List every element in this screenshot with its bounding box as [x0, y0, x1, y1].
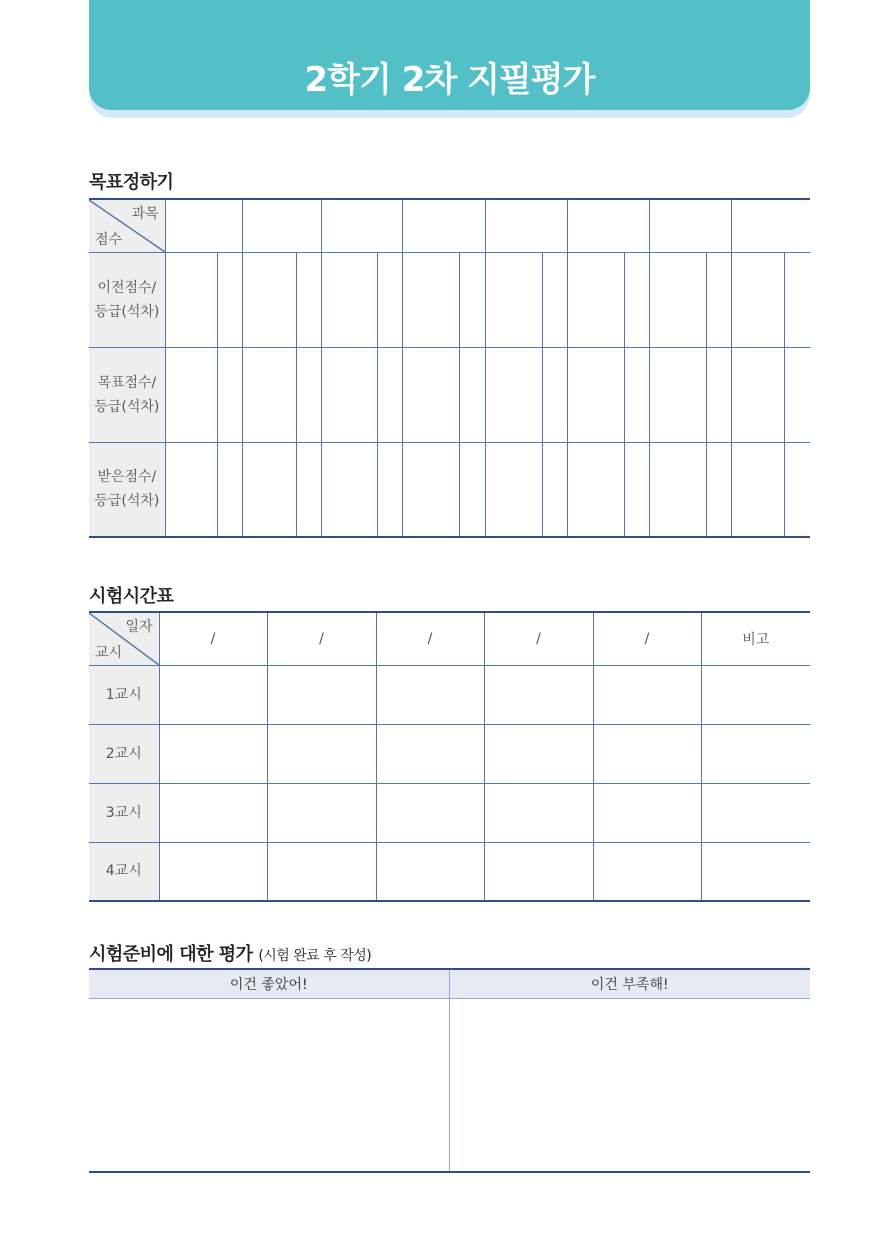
grade-cell[interactable]: [297, 252, 322, 347]
grade-cell[interactable]: [785, 347, 810, 442]
score-cell[interactable]: [567, 252, 624, 347]
score-cell[interactable]: [242, 347, 296, 442]
score-cell[interactable]: [322, 442, 378, 537]
schedule-cell[interactable]: [484, 842, 593, 901]
corner-label-score: 점수: [95, 231, 123, 248]
schedule-cell[interactable]: [376, 842, 484, 901]
date-header-cell[interactable]: /: [376, 612, 484, 665]
score-cell[interactable]: [322, 252, 378, 347]
score-cell[interactable]: [567, 442, 624, 537]
page-title: 2학기 2차 지필평가: [304, 60, 595, 100]
grade-cell[interactable]: [378, 252, 403, 347]
goal-row-received: [89, 442, 810, 537]
grade-cell[interactable]: [542, 252, 567, 347]
schedule-cell[interactable]: [376, 724, 484, 783]
grade-cell[interactable]: [378, 347, 403, 442]
score-cell[interactable]: [322, 347, 378, 442]
goal-table: [89, 198, 810, 538]
grade-cell[interactable]: [460, 347, 485, 442]
remarks-cell[interactable]: [701, 665, 810, 724]
grade-cell[interactable]: [217, 347, 242, 442]
lacking-notes-area[interactable]: [449, 999, 810, 1173]
score-cell[interactable]: [165, 252, 217, 347]
good-header: 이건 좋았어!: [89, 969, 449, 999]
score-cell[interactable]: [485, 442, 542, 537]
grade-cell[interactable]: [217, 252, 242, 347]
date-header-cell[interactable]: /: [159, 612, 267, 665]
subject-cell[interactable]: [649, 199, 731, 252]
schedule-cell[interactable]: [593, 842, 701, 901]
schedule-corner-cell: [89, 612, 159, 665]
row-label-line: 이전점수/: [97, 279, 157, 296]
grade-cell[interactable]: [707, 252, 732, 347]
good-notes-area[interactable]: [89, 999, 449, 1173]
schedule-cell[interactable]: [484, 783, 593, 842]
schedule-cell[interactable]: [159, 842, 267, 901]
grade-cell[interactable]: [542, 442, 567, 537]
grade-cell[interactable]: [297, 347, 322, 442]
subject-cell[interactable]: [242, 199, 321, 252]
schedule-cell[interactable]: [267, 783, 376, 842]
score-cell[interactable]: [732, 442, 785, 537]
schedule-cell[interactable]: [376, 783, 484, 842]
grade-cell[interactable]: [624, 347, 649, 442]
goal-corner-cell: [89, 199, 165, 252]
date-header-cell[interactable]: /: [593, 612, 701, 665]
schedule-cell[interactable]: [267, 842, 376, 901]
corner-label-subject: 과목: [131, 206, 159, 222]
schedule-cell[interactable]: [484, 665, 593, 724]
corner-label-period: 교시: [95, 644, 123, 661]
period-label: 2교시: [89, 724, 159, 783]
date-header-cell[interactable]: /: [484, 612, 593, 665]
grade-cell[interactable]: [460, 252, 485, 347]
row-label-received: [89, 442, 165, 537]
grade-cell[interactable]: [785, 252, 810, 347]
period-row-2: [89, 724, 810, 783]
evaluation-title-text: 시험준비에 대한 평가: [89, 944, 253, 965]
row-label-target: [89, 347, 165, 442]
grade-cell[interactable]: [707, 347, 732, 442]
schedule-cell[interactable]: [376, 665, 484, 724]
grade-cell[interactable]: [378, 442, 403, 537]
schedule-cell[interactable]: [267, 665, 376, 724]
schedule-table: [89, 611, 810, 902]
schedule-cell[interactable]: [267, 724, 376, 783]
grade-cell[interactable]: [460, 442, 485, 537]
score-cell[interactable]: [403, 252, 460, 347]
remarks-header-cell: 비고: [701, 612, 810, 665]
grade-cell[interactable]: [624, 252, 649, 347]
score-cell[interactable]: [732, 252, 785, 347]
remarks-cell[interactable]: [701, 783, 810, 842]
score-cell[interactable]: [242, 252, 296, 347]
row-label-line: 등급(석차): [94, 303, 160, 320]
row-label-previous: [89, 252, 165, 347]
subject-cell[interactable]: [165, 199, 242, 252]
period-label: 4교시: [89, 842, 159, 901]
corner-label-date: 일자: [125, 619, 153, 635]
goal-section-title: 목표정하기: [89, 172, 174, 193]
lacking-header: 이건 부족해!: [449, 969, 810, 999]
score-cell[interactable]: [649, 442, 706, 537]
evaluation-title-note: (시험 완료 후 작성): [258, 948, 372, 964]
score-cell[interactable]: [649, 347, 706, 442]
score-cell[interactable]: [403, 347, 460, 442]
schedule-section-title: 시험시간표: [89, 586, 174, 607]
subject-cell[interactable]: [567, 199, 649, 252]
goal-header-row: [89, 199, 810, 252]
grade-cell[interactable]: [624, 442, 649, 537]
row-label-line: 목표점수/: [97, 374, 157, 391]
score-cell[interactable]: [165, 347, 217, 442]
period-label: 1교시: [89, 665, 159, 724]
grade-cell[interactable]: [217, 442, 242, 537]
evaluation-section-title: [89, 940, 371, 966]
score-cell[interactable]: [567, 347, 624, 442]
schedule-cell[interactable]: [593, 665, 701, 724]
grade-cell[interactable]: [542, 347, 567, 442]
row-label-line: 등급(석차): [94, 398, 160, 415]
schedule-cell[interactable]: [593, 783, 701, 842]
goal-row-target: [89, 347, 810, 442]
score-cell[interactable]: [732, 347, 785, 442]
score-cell[interactable]: [485, 347, 542, 442]
remarks-cell[interactable]: [701, 842, 810, 901]
row-label-line: 등급(석차): [94, 493, 160, 510]
score-cell[interactable]: [403, 442, 460, 537]
score-cell[interactable]: [649, 252, 706, 347]
period-label: 3교시: [89, 783, 159, 842]
goal-row-previous: [89, 252, 810, 347]
period-row-1: [89, 665, 810, 724]
schedule-cell[interactable]: [159, 783, 267, 842]
row-label-line: 받은점수/: [97, 469, 157, 486]
schedule-cell[interactable]: [484, 724, 593, 783]
remarks-cell[interactable]: [701, 724, 810, 783]
subject-cell[interactable]: [732, 199, 810, 252]
score-cell[interactable]: [165, 442, 217, 537]
score-cell[interactable]: [485, 252, 542, 347]
subject-cell[interactable]: [485, 199, 567, 252]
grade-cell[interactable]: [707, 442, 732, 537]
grade-cell[interactable]: [297, 442, 322, 537]
schedule-cell[interactable]: [159, 724, 267, 783]
subject-cell[interactable]: [403, 199, 485, 252]
title-banner: [89, 0, 810, 110]
evaluation-header-row: [89, 969, 810, 999]
evaluation-table: [89, 968, 810, 1173]
schedule-cell[interactable]: [593, 724, 701, 783]
score-cell[interactable]: [242, 442, 296, 537]
period-row-3: [89, 783, 810, 842]
date-header-cell[interactable]: /: [267, 612, 376, 665]
grade-cell[interactable]: [785, 442, 810, 537]
schedule-header-row: [89, 612, 810, 665]
schedule-cell[interactable]: [159, 665, 267, 724]
evaluation-body-row: [89, 999, 810, 1173]
period-row-4: [89, 842, 810, 901]
subject-cell[interactable]: [322, 199, 403, 252]
